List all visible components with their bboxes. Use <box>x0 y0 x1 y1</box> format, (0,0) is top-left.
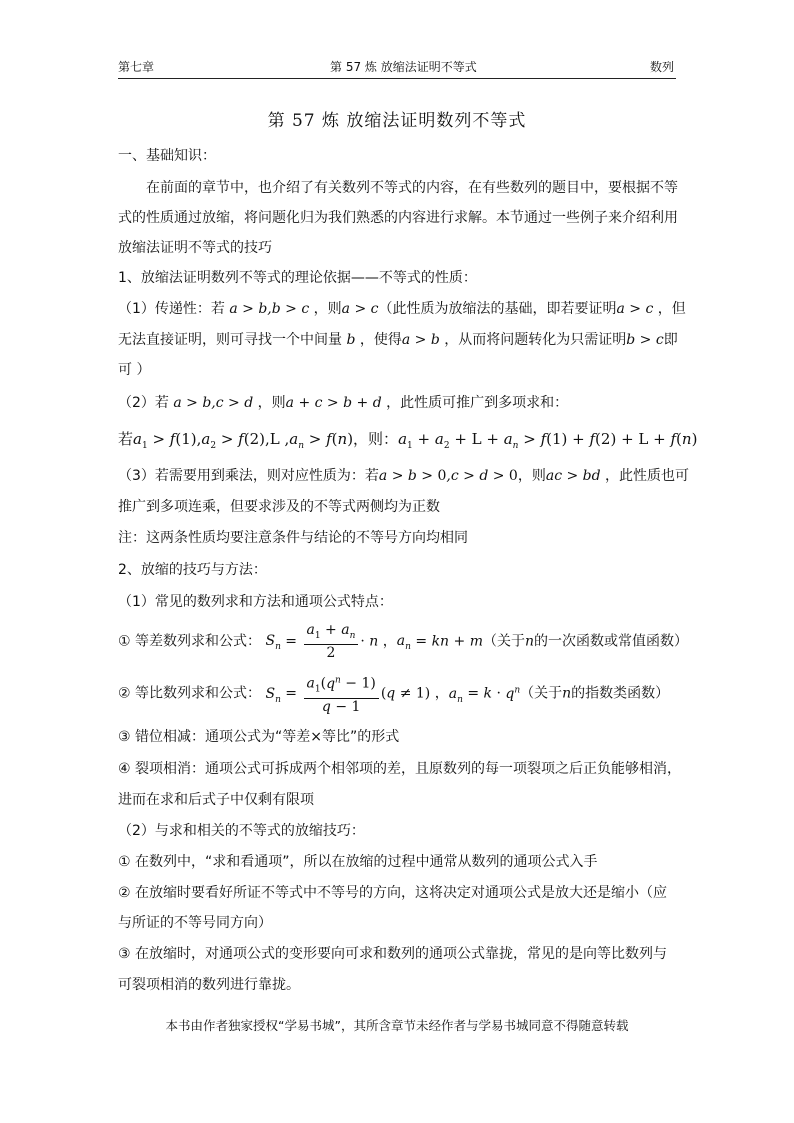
property-multiplication-line-2: 推广到多项连乘，但要求涉及的不等式两侧均为正数 <box>118 499 440 515</box>
arithmetic-sum-formula: ① 等差数列求和公式： $S_n$ = $\frac{a_1 + a_n}{2}$ · n ，$a_n$ = kn + m（关于n的一次函数或常值函数） <box>118 622 689 661</box>
property-transitivity-line-1: （1）传递性：若 a > b,b > c ，则a > c（此性质为放缩法的基础，即若要证明a > c ，但 <box>118 301 686 317</box>
page-title: 第 57 炼 放缩法证明数列不等式 <box>267 111 527 131</box>
sum-inequality-heading: （2）与求和相关的不等式的放缩技巧： <box>118 823 365 839</box>
property-multiplication-line-1: （3）若需要用到乘法，则对应性质为：若a > b > 0,c > d > 0，则ac > bd ，此性质也可 <box>118 468 690 484</box>
property-addition-line-1: （2）若 a > b,c > d ，则a + c > b + d ，此性质可推广到多项求和： <box>118 395 569 411</box>
arithmetic-sum-fraction: $\frac{a_1 + a_n}{2}$ <box>304 622 359 661</box>
intro-line-3: 放缩法证明不等式的技巧 <box>118 240 272 256</box>
common-sums-heading: （1）常见的数列求和方法和通项公式特点： <box>118 594 393 610</box>
header-chapter: 第七章 <box>118 60 155 74</box>
header-topic: 数列 <box>650 60 675 74</box>
header-divider <box>118 78 676 79</box>
technique-3-line-1: ③ 在放缩时，对通项公式的变形要向可求和数列的通项公式靠拢，常见的是向等比数列与 <box>118 946 667 962</box>
copyright-footer: 本书由作者独家授权“学易书城”，其所含章节未经作者与学易书城同意不得随意转载 <box>165 1018 629 1033</box>
item-telescoping-line-1: ④ 裂项相消：通项公式可拆成两个相邻项的差，且原数列的每一项裂项之后正负能够相消， <box>118 761 681 777</box>
property-transitivity-line-2: 无法直接证明，则可寻找一个中间量 b ，使得a > b ，从而将问题转化为只需证明b > c即 <box>118 332 678 348</box>
theory-heading: 1、放缩法证明数列不等式的理论依据——不等式的性质： <box>118 270 477 286</box>
item-staggered-subtraction: ③ 错位相减：通项公式为“等差×等比”的形式 <box>118 729 400 745</box>
property-addition-generalization: 若$a_1 > f(1),a_2 > f(2),L$ $,a_n > f(n)$，则：$a_1 + a_2 + L + a_n > f(1) + f(2) + L + f(n)$ <box>118 430 698 451</box>
property-transitivity-line-3: 可 ） <box>118 362 151 378</box>
header-lesson: 第 57 炼 放缩法证明不等式 <box>330 60 477 74</box>
technique-2-line-2: 与所证的不等号同方向） <box>118 915 272 931</box>
intro-line-1: 在前面的章节中，也介绍了有关数列不等式的内容，在有些数列的题目中，要根据不等 <box>146 180 678 196</box>
techniques-heading: 2、放缩的技巧与方法： <box>118 562 267 578</box>
section-heading-basics: 一、基础知识： <box>118 148 216 164</box>
technique-2-line-1: ② 在放缩时要看好所证不等式中不等号的方向，这将决定对通项公式是放大还是缩小（应 <box>118 885 667 901</box>
geometric-sum-formula: ② 等比数列求和公式： $S_n$ = $\frac{a_1(q^n - 1)}{q - 1}$ (q ≠ 1) ，$a_n = k \cdot q^n$（关于n的指数类函数） <box>118 672 678 717</box>
item-telescoping-line-2: 进而在求和后式子中仅剩有限项 <box>118 792 314 808</box>
technique-3-line-2: 可裂项相消的数列进行靠拢。 <box>118 977 300 993</box>
intro-line-2: 式的性质通过放缩，将问题化归为我们熟悉的内容进行求解。本节通过一些例子来介绍利用 <box>118 210 678 226</box>
note-line: 注：这两条性质均要注意条件与结论的不等号方向均相同 <box>118 530 468 546</box>
geometric-sum-fraction: $\frac{a_1(q^n - 1)}{q - 1}$ <box>304 672 379 714</box>
technique-1: ① 在数列中，“求和看通项”，所以在放缩的过程中通常从数列的通项公式入手 <box>118 854 598 870</box>
